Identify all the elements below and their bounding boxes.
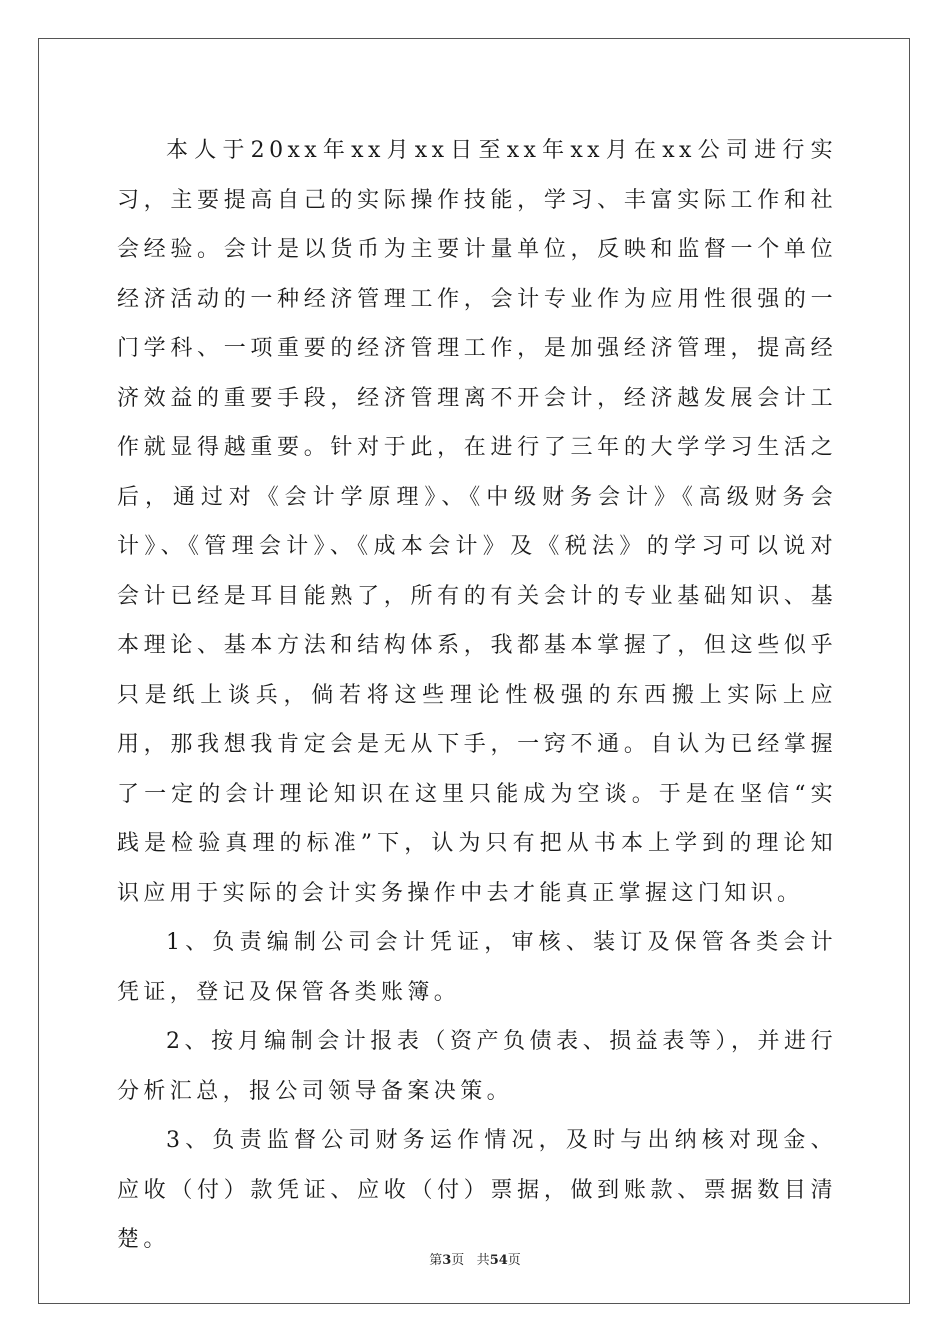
page-footer [0, 1249, 950, 1268]
paragraph-duty-2: 2、按月编制会计报表（资产负债表、损益表等），并进行分析汇总，报公司领导备案决策。 [117, 1029, 837, 1104]
footer-page-suffix: 页 [451, 1253, 465, 1268]
footer-page-number: 3 [442, 1253, 452, 1268]
paragraph-duty-1: 1、负责编制公司会计凭证，审核、装订及保管各类会计凭证，登记及保管各类账簿。 [117, 930, 837, 1005]
footer-total-pages: 54 [489, 1253, 508, 1268]
document-body [117, 126, 837, 1265]
paragraph-duty-3: 3、负责监督公司财务运作情况，及时与出纳核对现金、应收（付）款凭证、应收（付）票据，做到账款、票据数目清楚。 [117, 1128, 837, 1252]
paragraph-intro: 本人于20xx年xx月xx日至xx年xx月在xx公司进行实习，主要提高自己的实际操作技能，学习、丰富实际工作和社会经验。会计是以货币为主要计量单位，反映和监督一个单位经济活动的一种经济管理工作，会计专业作为应用性很强的一门学科、一项重要的经济管理工作，是加强经济管理，提高经济效益的重要手段，经济管理离不开会计，经济越发展会计工作就显得越重要。针对于此，在进行了三年的大学学习生活之后，通过对《会计学原理》、《中级财务会计》《高级财务会计》、《管理会计》、《成本会计》及《税法》的学习可以说对会计已经是耳目能熟了，所有的有关会计的专业基础知识、基本理论、基本方法和结构体系，我都基本掌握了，但这些似乎只是纸上谈兵，倘若将这些理论性极强的东西搬上实际上应用，那我想我肯定会是无从下手，一窍不通。自认为已经掌握了一定的会计理论知识在这里只能成为空谈。于是在坚信“实践是检验真理的标准”下，认为只有把从书本上学到的理论知识应用于实际的会计实务操作中去才能真正掌握这门知识。 [117, 138, 837, 906]
footer-total-suffix: 页 [507, 1253, 521, 1268]
footer-prefix: 第 [429, 1253, 443, 1268]
footer-total-prefix: 共 [476, 1253, 490, 1268]
